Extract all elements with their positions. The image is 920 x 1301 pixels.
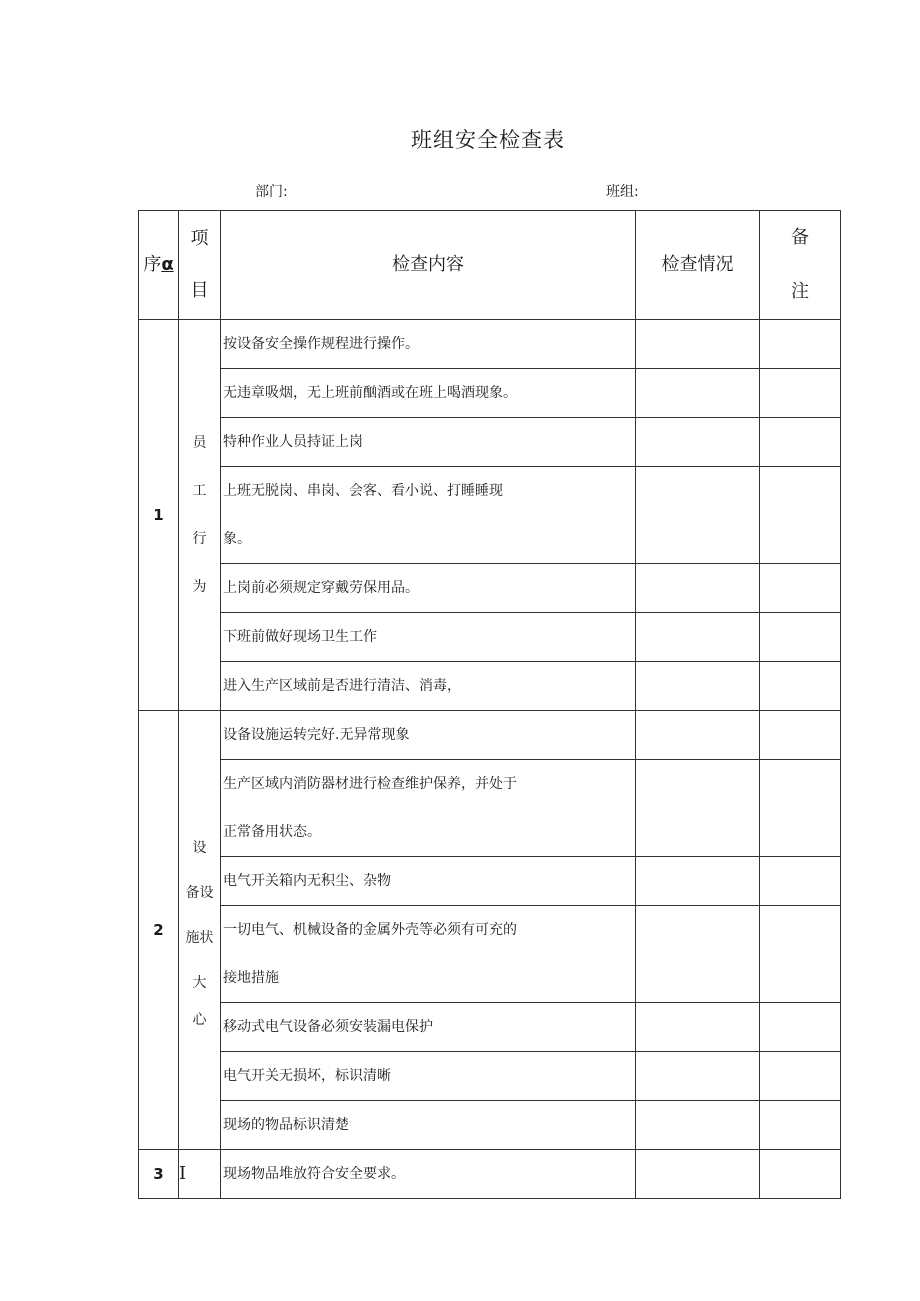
table-row (139, 320, 841, 369)
header-seq: 序α (139, 211, 179, 320)
header-content: 检查内容 (221, 211, 636, 320)
section-number: 3 (139, 1150, 179, 1199)
check-item: 现场物品堆放符合安全要求。 (221, 1150, 636, 1199)
check-item: 生产区域内消防器材进行检查维护保养，并处于 正常备用状态。 (221, 760, 636, 857)
remark-cell[interactable] (760, 1101, 841, 1150)
check-item: 现场的物品标识清楚 (221, 1101, 636, 1150)
table-row (139, 857, 841, 906)
remark-cell[interactable] (760, 369, 841, 418)
check-item: 上岗前必须规定穿戴劳保用品。 (221, 564, 636, 613)
check-item: 无违章吸烟，无上班前酗酒或在班上喝酒现象。 (221, 369, 636, 418)
status-cell[interactable] (636, 1150, 760, 1199)
status-cell[interactable] (636, 1003, 760, 1052)
remark-cell[interactable] (760, 564, 841, 613)
remark-cell[interactable] (760, 662, 841, 711)
table-row (139, 467, 841, 564)
status-cell[interactable] (636, 760, 760, 857)
table-row (139, 711, 841, 760)
table-row (139, 1150, 841, 1199)
check-item: 特种作业人员持证上岗 (221, 418, 636, 467)
page-title: 班组安全检查表 (411, 128, 565, 152)
table-row (139, 1052, 841, 1101)
section-category: 员 工 行 为 (179, 320, 221, 711)
table-row (139, 1003, 841, 1052)
check-item: 移动式电气设备必须安装漏电保护 (221, 1003, 636, 1052)
check-item: 上班无脱岗、串岗、会客、看小说、打睡睡现 象。 (221, 467, 636, 564)
status-cell[interactable] (636, 418, 760, 467)
table-row (139, 369, 841, 418)
check-item: 下班前做好现场卫生工作 (221, 613, 636, 662)
table-row (139, 564, 841, 613)
status-cell[interactable] (636, 320, 760, 369)
remark-cell[interactable] (760, 906, 841, 1003)
table-row (139, 418, 841, 467)
check-item: 一切电气、机械设备的金属外壳等必须有可充的 接地措施 (221, 906, 636, 1003)
section-number: 2 (139, 711, 179, 1150)
section-category: 设 备设 施状 大 心 (179, 711, 221, 1150)
header-remark: 备 注 (760, 211, 841, 320)
section-number: 1 (139, 320, 179, 711)
remark-cell[interactable] (760, 467, 841, 564)
status-cell[interactable] (636, 1052, 760, 1101)
status-cell[interactable] (636, 564, 760, 613)
remark-cell[interactable] (760, 1150, 841, 1199)
status-cell[interactable] (636, 613, 760, 662)
remark-cell[interactable] (760, 711, 841, 760)
team-label: 班组: (606, 184, 639, 200)
status-cell[interactable] (636, 467, 760, 564)
table-row (139, 760, 841, 857)
table-row (139, 906, 841, 1003)
remark-cell[interactable] (760, 1052, 841, 1101)
remark-cell[interactable] (760, 1003, 841, 1052)
table-row (139, 1101, 841, 1150)
status-cell[interactable] (636, 369, 760, 418)
header-item: 项 目 (179, 211, 221, 320)
check-item: 进入生产区域前是否进行清洁、消毒， (221, 662, 636, 711)
status-cell[interactable] (636, 711, 760, 760)
table-row (139, 662, 841, 711)
remark-cell[interactable] (760, 418, 841, 467)
status-cell[interactable] (636, 857, 760, 906)
inspection-table (138, 210, 841, 1199)
status-cell[interactable] (636, 906, 760, 1003)
remark-cell[interactable] (760, 613, 841, 662)
status-cell[interactable] (636, 662, 760, 711)
check-item: 设备设施运转完好.无异常现象 (221, 711, 636, 760)
section-category: I (179, 1150, 221, 1199)
header-row (139, 211, 841, 320)
check-item: 电气开关箱内无积尘、杂物 (221, 857, 636, 906)
check-item: 电气开关无损坏，标识清晰 (221, 1052, 636, 1101)
check-item: 按设备安全操作规程进行操作。 (221, 320, 636, 369)
department-label: 部门: (255, 184, 288, 200)
header-status: 检查情况 (636, 211, 760, 320)
remark-cell[interactable] (760, 857, 841, 906)
remark-cell[interactable] (760, 320, 841, 369)
status-cell[interactable] (636, 1101, 760, 1150)
remark-cell[interactable] (760, 760, 841, 857)
table-row (139, 613, 841, 662)
